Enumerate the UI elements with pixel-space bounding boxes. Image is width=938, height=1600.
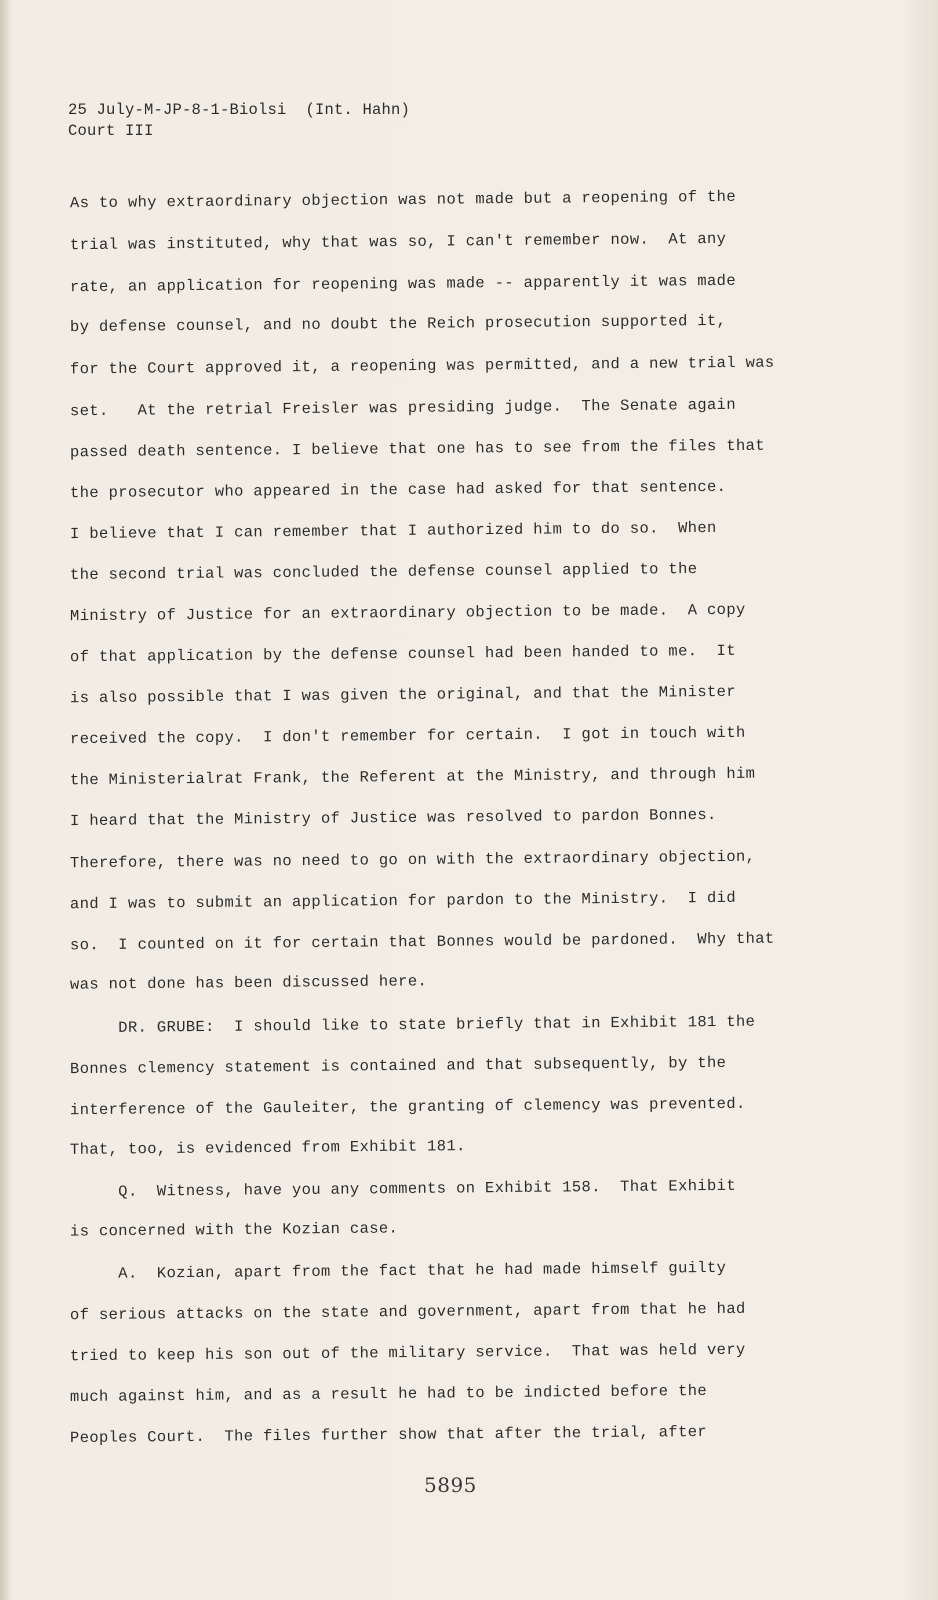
header-session-line: 25 July-M-JP-8-1-Biolsi (Int. Hahn) [68, 101, 411, 119]
transcript-line-5: for the Court approved it, a reopening was permitted, and a new trial was [69, 353, 775, 379]
page-number: 5895 [424, 1473, 477, 1497]
transcript-line-11: Ministry of Justice for an extraordinary objection to be made. A copy [69, 600, 746, 626]
transcript-line-16: I heard that the Ministry of Justice was resolved to pardon Bonnes. [69, 805, 717, 831]
transcript-line-13: is also possible that I was given the original, and that the Minister [69, 682, 737, 708]
transcript-line-10: the second trial was concluded the defense counsel applied to the [69, 559, 698, 585]
transcript-line-22: Bonnes clemency statement is contained and that subsequently, by the [69, 1053, 727, 1079]
transcript-line-14: received the copy. I don't remember for certain. I got in touch with [69, 723, 746, 749]
transcript-line-3: rate, an application for reopening was made -- apparently it was made [69, 271, 737, 297]
transcript-line-31: Peoples Court. The files further show that after the trial, after [69, 1422, 708, 1448]
transcript-line-17: Therefore, there was no need to go on with the extraordinary objection, [69, 847, 756, 873]
transcript-line-29: tried to keep his son out of the military service. That was held very [69, 1340, 746, 1366]
transcript-line-15: the Ministerialrat Frank, the Referent at the Ministry, and through him [69, 764, 756, 790]
transcript-line-26: is concerned with the Kozian case. [69, 1219, 399, 1241]
transcript-line-12: of that application by the defense counsel had been handed to me. It [69, 641, 737, 667]
transcript-line-21: DR. GRUBE: I should like to state briefly that in Exhibit 181 the [69, 1012, 756, 1038]
transcript-line-18: and I was to submit an application for pardon to the Ministry. I did [69, 888, 737, 914]
transcript-line-7: passed death sentence. I believe that one has to see from the files that [69, 436, 765, 462]
transcript-line-27: A. Kozian, apart from the fact that he had made himself guilty [69, 1258, 727, 1284]
transcript-line-2: trial was instituted, why that was so, I can't remember now. At any [69, 229, 727, 255]
transcript-line-4: by defense counsel, and no doubt the Reich prosecution supported it, [69, 311, 727, 337]
transcript-line-1: As to why extraordinary objection was not made but a reopening of the [69, 187, 737, 213]
transcript-line-30: much against him, and as a result he had to be indicted before the [69, 1381, 708, 1407]
transcript-line-9: I believe that I can remember that I authorized him to do so. When [69, 518, 717, 544]
transcript-line-23: interference of the Gauleiter, the granting of clemency was prevented. [69, 1094, 746, 1120]
document-header [68, 100, 410, 142]
header-court-line: Court III [68, 122, 154, 140]
transcript-line-6: set. At the retrial Freisler was presiding judge. The Senate again [69, 395, 737, 421]
transcript-line-20: was not done has been discussed here. [69, 972, 428, 994]
transcript-line-25: Q. Witness, have you any comments on Exhibit 158. That Exhibit [69, 1176, 737, 1202]
transcript-line-24: That, too, is evidenced from Exhibit 181. [69, 1137, 466, 1159]
transcript-line-19: so. I counted on it for certain that Bonnes would be pardoned. Why that [69, 929, 775, 955]
transcript-line-8: the prosecutor who appeared in the case had asked for that sentence. [69, 477, 727, 503]
page-edge-shadow [0, 0, 10, 1600]
transcript-line-28: of serious attacks on the state and government, apart from that he had [69, 1299, 746, 1325]
